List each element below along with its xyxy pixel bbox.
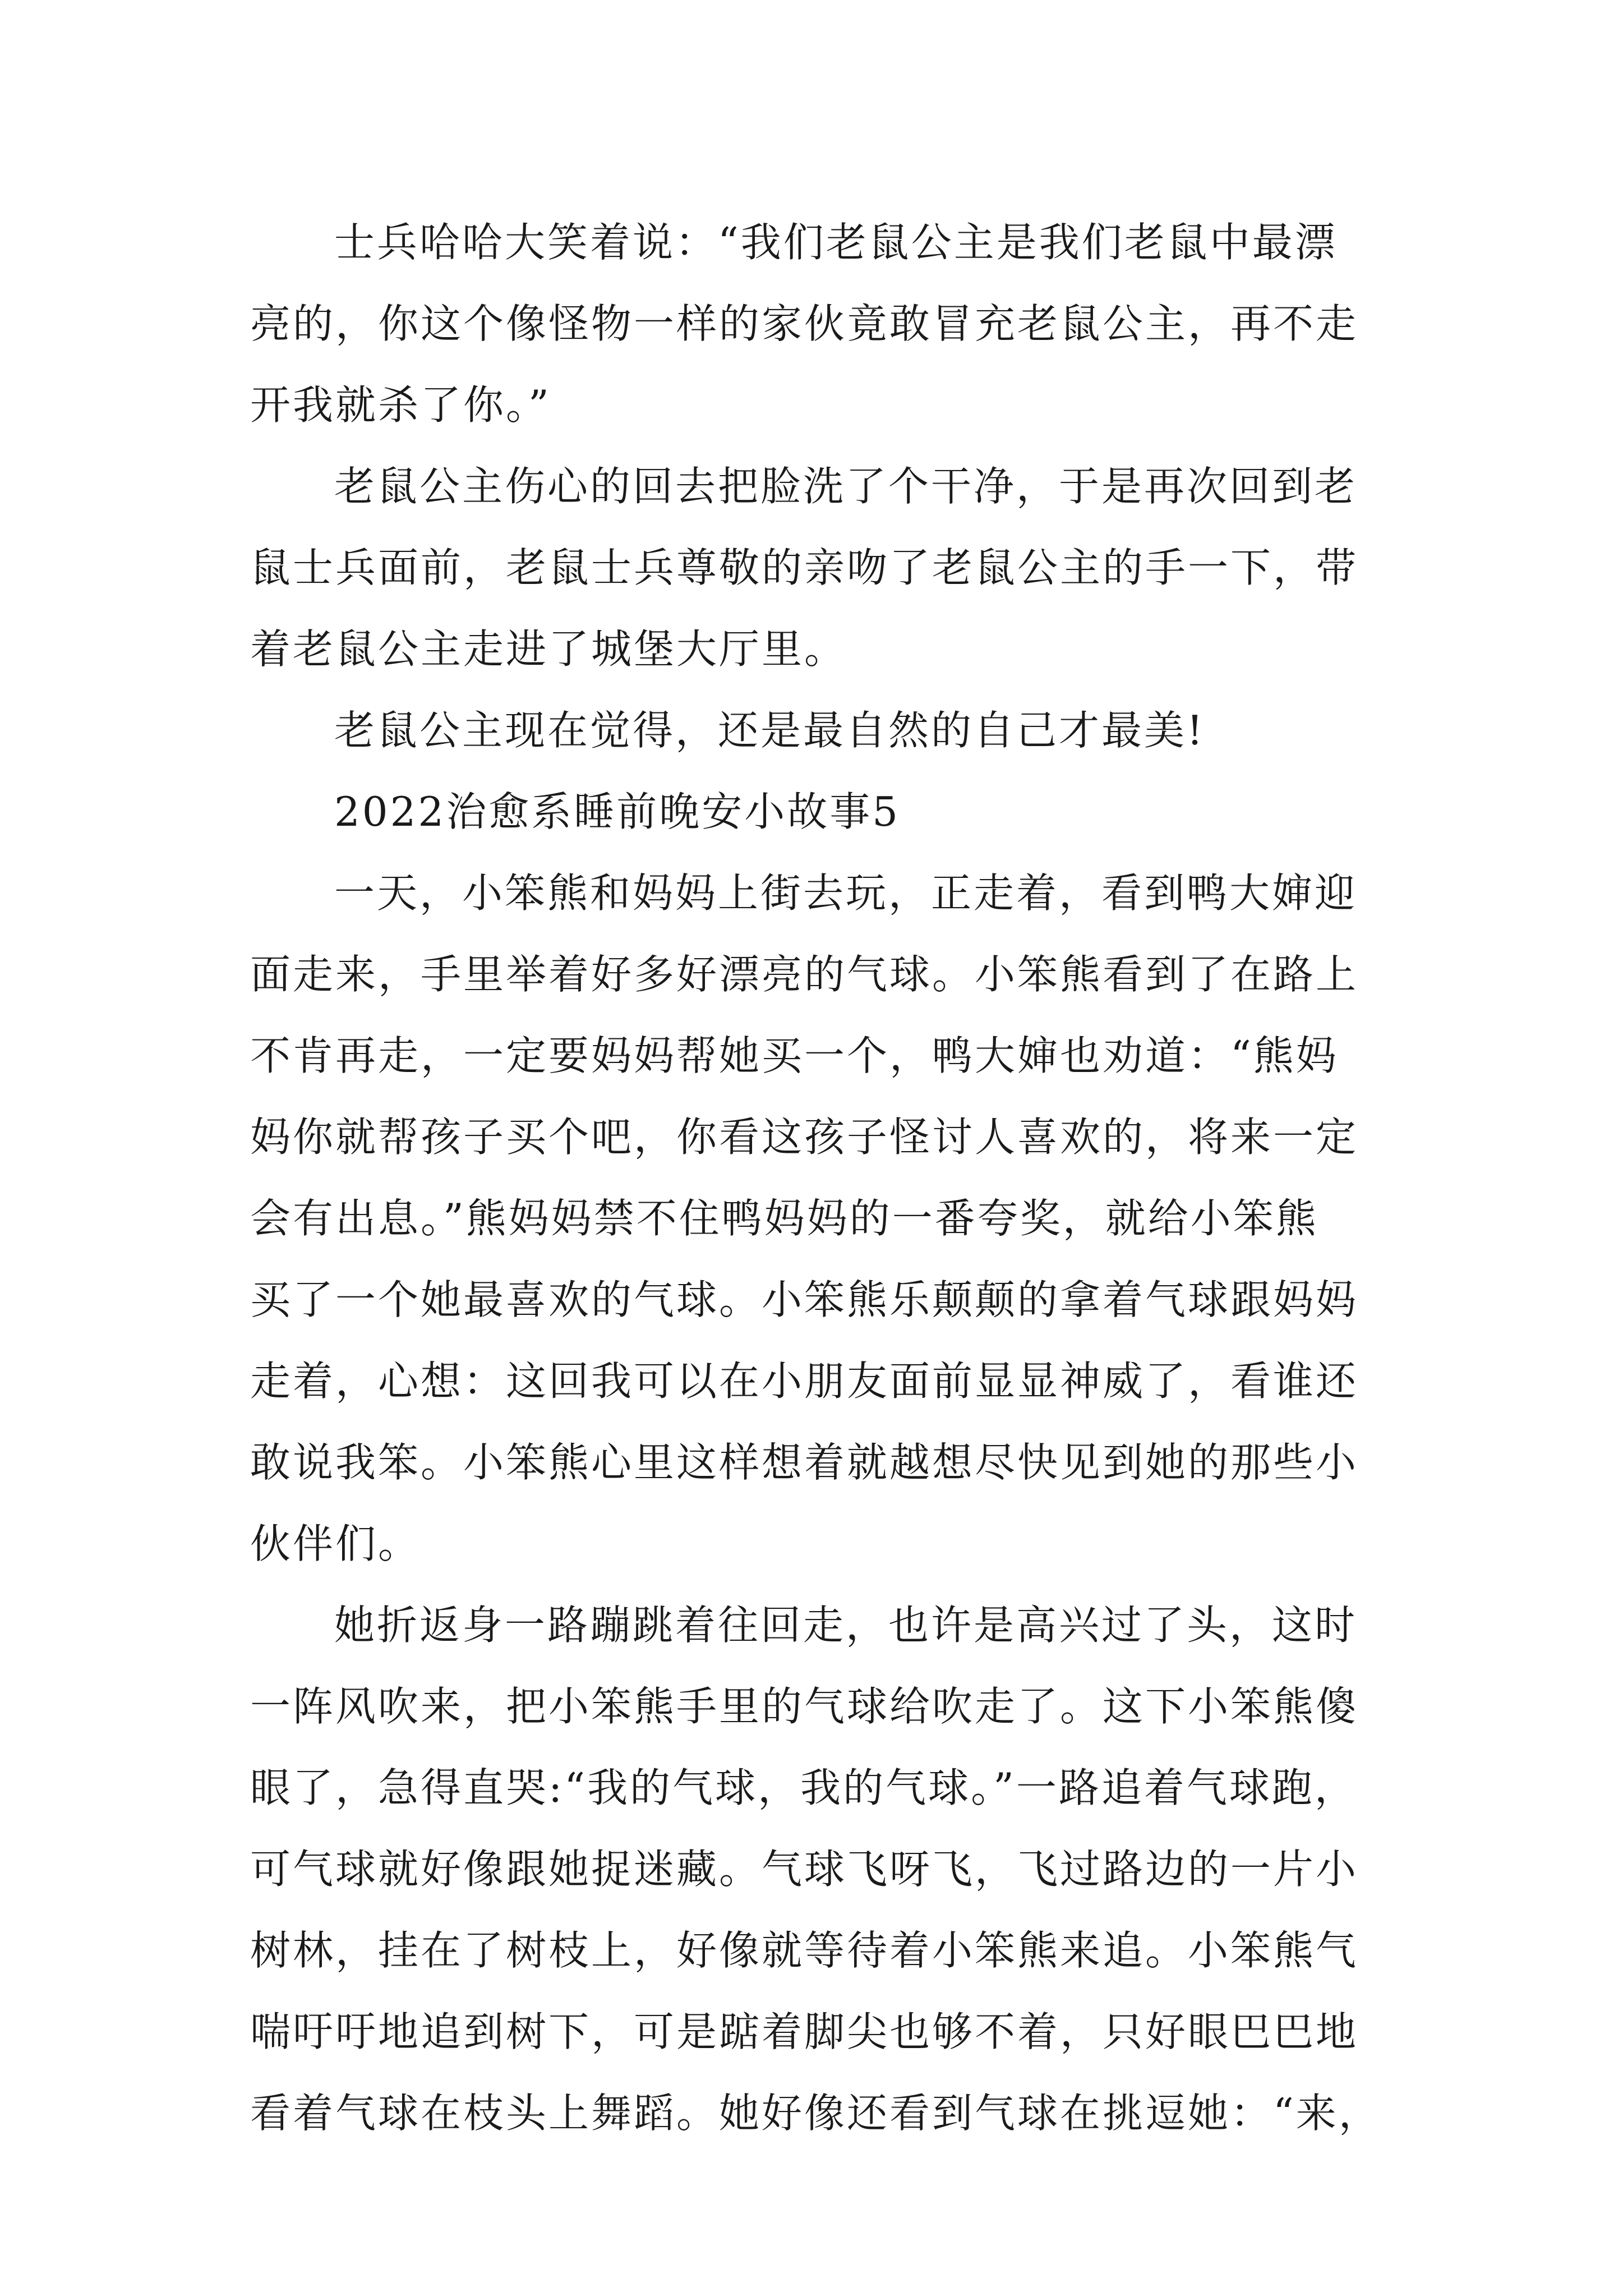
- text-line: 一天，小笨熊和妈妈上街去玩，正走着，看到鸭大婶迎: [334, 869, 1358, 917]
- text-line: 看着气球在枝头上舞蹈。她好像还看到气球在挑逗她：“来，: [250, 2090, 1381, 2137]
- text-line: 2022治愈系睡前晚安小故事5: [334, 788, 901, 835]
- text-line: 眼了，急得直哭:“我的气球，我的气球。”一路追着气球跑，: [250, 1764, 1357, 1811]
- document-body: [250, 202, 1394, 2154]
- text-line: 不肯再走，一定要妈妈帮她买一个，鸭大婶也劝道：“熊妈: [250, 1032, 1339, 1079]
- text-line: 她折返身一路蹦跳着往回走，也许是高兴过了头，这时: [334, 1602, 1358, 1649]
- text-line: 开我就杀了你。”: [250, 381, 551, 429]
- text-line: 伙伴们。: [250, 1520, 421, 1567]
- text-line: 亮的，你这个像怪物一样的家伙竟敢冒充老鼠公主，再不走: [250, 300, 1359, 347]
- text-line: 敢说我笨。小笨熊心里这样想着就越想尽快见到她的那些小: [250, 1439, 1359, 1486]
- text-line: 士兵哈哈大笑着说：“我们老鼠公主是我们老鼠中最漂: [334, 219, 1338, 266]
- text-line: 面走来，手里举着好多好漂亮的气球。小笨熊看到了在路上: [250, 951, 1359, 998]
- text-line: 一阵风吹来，把小笨熊手里的气球给吹走了。这下小笨熊傻: [250, 1683, 1359, 1730]
- text-line: 走着，心想：这回我可以在小朋友面前显显神威了，看谁还: [250, 1358, 1359, 1405]
- text-line: 买了一个她最喜欢的气球。小笨熊乐颠颠的拿着气球跟妈妈: [250, 1276, 1359, 1323]
- text-line: 会有出息。”熊妈妈禁不住鸭妈妈的一番夸奖，就给小笨熊: [250, 1195, 1318, 1242]
- text-line: 老鼠公主伤心的回去把脸洗了个干净，于是再次回到老: [334, 463, 1358, 510]
- text-line: 树林，挂在了树枝上，好像就等待着小笨熊来追。小笨熊气: [250, 1927, 1359, 1974]
- text-line: 着老鼠公主走进了城堡大厅里。: [250, 625, 847, 673]
- text-line: 老鼠公主现在觉得，还是最自然的自己才最美!: [334, 707, 1205, 754]
- text-line: 可气球就好像跟她捉迷藏。气球飞呀飞，飞过路边的一片小: [250, 1846, 1359, 1893]
- text-line: 妈你就帮孩子买个吧，你看这孩子怪讨人喜欢的，将来一定: [250, 1114, 1359, 1161]
- text-line: 喘吁吁地追到树下，可是踮着脚尖也够不着，只好眼巴巴地: [250, 2008, 1359, 2055]
- text-line: 鼠士兵面前，老鼠士兵尊敬的亲吻了老鼠公主的手一下，带: [250, 544, 1359, 591]
